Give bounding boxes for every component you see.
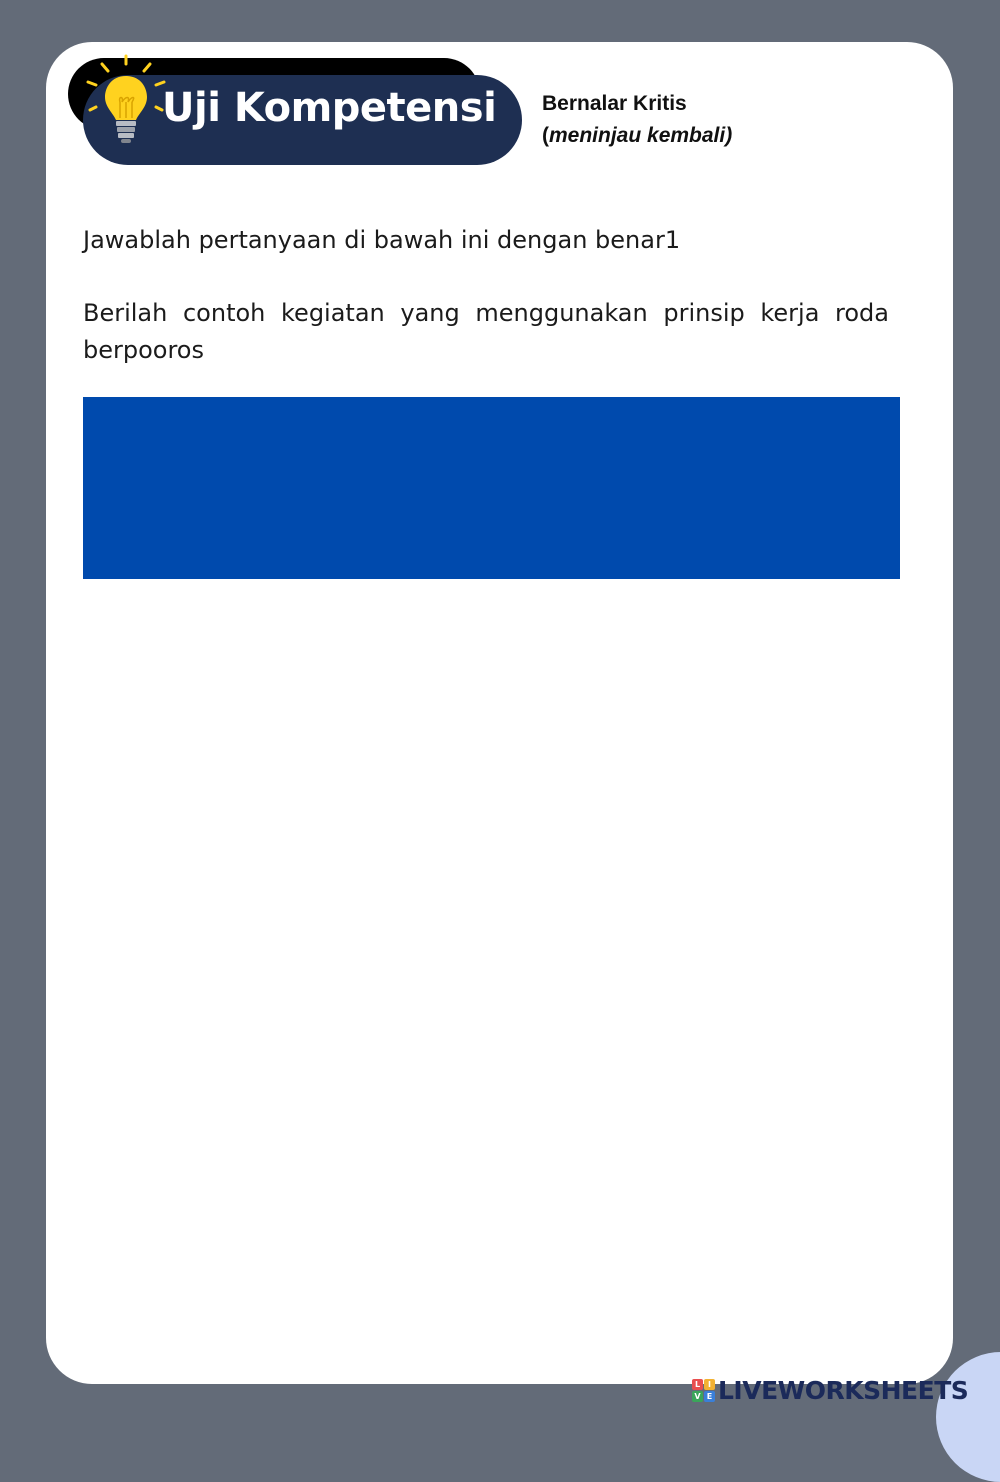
logo-cell-i: I <box>704 1379 715 1390</box>
liveworksheets-logo <box>692 1374 968 1406</box>
logo-cell-l: L <box>692 1379 703 1390</box>
instruction-text: Jawablah pertanyaan di bawah ini dengan benar1 <box>83 226 681 254</box>
logo-cell-e: E <box>704 1391 715 1402</box>
answer-input[interactable] <box>83 397 900 579</box>
liveworksheets-logo-grid <box>692 1379 715 1402</box>
subtitle-line-1: Bernalar Kritis <box>542 92 687 115</box>
logo-cell-v: V <box>692 1391 703 1402</box>
subtitle-line-2 <box>542 120 732 152</box>
liveworksheets-wordmark: LIVEWORKSHEETS <box>718 1375 969 1405</box>
subtitle <box>542 88 732 152</box>
subtitle-italic: meninjau kembali) <box>549 124 733 147</box>
page-title: Uji Kompetensi <box>162 85 497 131</box>
subtitle-paren: ( <box>542 124 549 147</box>
corner-decoration <box>936 1352 1000 1482</box>
question-text: Berilah contoh kegiatan yang menggunakan prinsip kerja roda berpooros <box>83 299 889 364</box>
